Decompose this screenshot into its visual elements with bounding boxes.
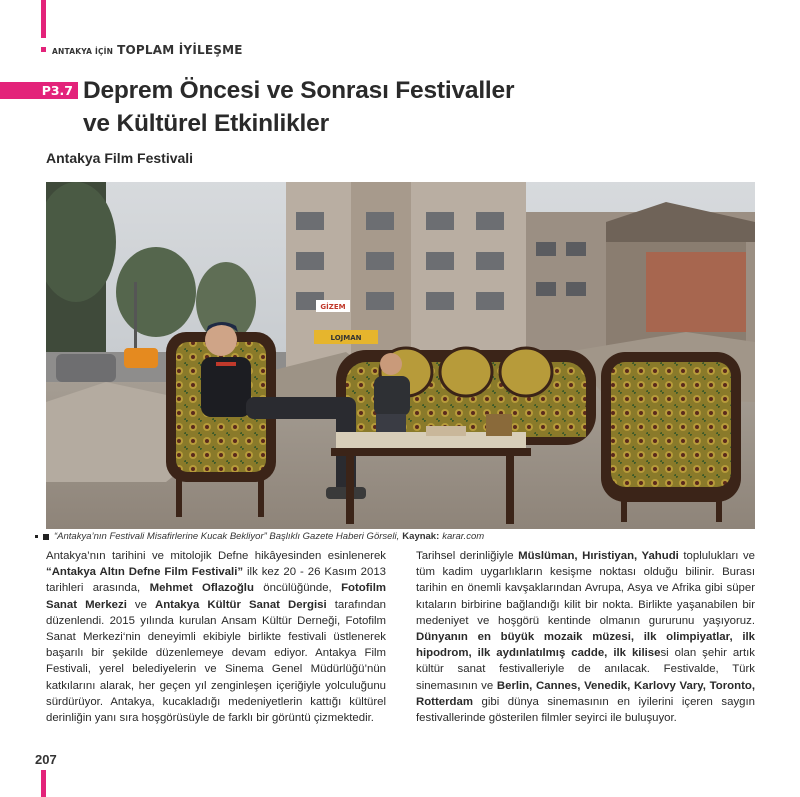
sign-gizem: GİZEM bbox=[320, 303, 346, 311]
page-number: 207 bbox=[35, 752, 57, 767]
festival-photo bbox=[46, 182, 755, 529]
accent-bar-top bbox=[41, 0, 46, 38]
caption-source: karar.com bbox=[442, 531, 485, 542]
paragraph-run: gibi dünya sinemasının en iyilerini içeren saygın festivallerinde gösterilen filmler seyirci ile buluşuyor. bbox=[416, 695, 755, 725]
accent-bar-bottom bbox=[41, 770, 46, 797]
paragraph-run: tarafından düzenlendi. 2015 yılında kurulan Ansam Kültür Derneği, Fotofilm Sanat Merkezi‘nin deneyimli ekibiyle birlikte festivali üstlenerek başarılı bir şekilde düzenlemeye devam ediyor. Antakya Film Festivali, yerel belediyelerin ve Sinema Genel Müdürlüğü’nün katkılarını alarak, her geçen yıl zenginleşen içeriğiyle yolculuğunu sürdürüyor. Antakya, kucakladığı medeniyetlerin kattığı kültürel derinliğin yanı sıra hoşgörüsüyle de farklı bir görüntü çizmektedir. bbox=[46, 598, 386, 725]
paragraph-run: Müslüman, Hıristiyan, Yahudi bbox=[518, 550, 679, 562]
paragraph-run: ve bbox=[126, 598, 155, 611]
paragraph-run: Dünyanın en büyük mozaik müzesi, ilk olimpiyatlar, ilk hipodrom, ilk aydınlatılmış cadde, ilk kilise bbox=[416, 631, 755, 660]
caption-small-square-icon bbox=[35, 535, 38, 538]
page-title bbox=[83, 74, 514, 140]
paragraph-run: si olan şehir artık kültür sanat festivalleriyle de anılacak. Festivalde, Türk sinemasının ve bbox=[416, 647, 755, 692]
paragraph-run: öncülüğünde, bbox=[253, 582, 342, 595]
paragraph-run: Antakya’nın tarihini ve mitolojik Defne hikâyesinden esinlenerek bbox=[46, 550, 386, 562]
paragraph-run: Antakya Kültür Sanat Dergisi bbox=[155, 598, 327, 611]
paragraph-run: Mehmet Oflazoğlu bbox=[149, 582, 254, 595]
header-square-icon bbox=[41, 47, 46, 52]
paragraph-run: Fotofilm Sanat Merkezi bbox=[46, 582, 387, 611]
caption-source-label: Kaynak: bbox=[402, 531, 440, 542]
caption-text: “Antakya’nın Festivali Misafirlerine Kucak Bekliyor” Başlıklı Gazete Haberi Görseli, bbox=[54, 531, 400, 542]
running-header bbox=[41, 43, 243, 59]
body-column-right bbox=[416, 548, 755, 726]
caption-square-icon bbox=[43, 534, 49, 540]
running-header-small: ANTAKYA İÇİN bbox=[52, 47, 114, 56]
paragraph-run: Berlin, Cannes, Venedik, Karlovy Vary, Toronto, Rotterdam bbox=[416, 679, 755, 708]
paragraph-run: “Antakya Altın Defne Film Festivali” bbox=[46, 566, 244, 579]
section-subtitle: Antakya Film Festivali bbox=[46, 150, 194, 166]
photo-illustration bbox=[46, 182, 755, 529]
paragraph-run: Tarihsel derinliğiyle bbox=[416, 550, 519, 562]
sign-lojman: LOJMAN bbox=[330, 334, 362, 342]
paragraph-run: ilk kez 20 - 26 Kasım 2013 tarihleri arasında, bbox=[46, 566, 386, 595]
title-line-1: Deprem Öncesi ve Sonrası Festivaller bbox=[83, 77, 515, 104]
title-line-2: ve Kültürel Etkinlikler bbox=[83, 110, 329, 137]
running-header-big: TOPLAM İYİLEŞME bbox=[117, 43, 243, 57]
section-number-badge: P3.7 bbox=[0, 82, 78, 99]
paragraph-run: toplulukları ve tüm kadim uygarlıkların kesişme noktası olduğu bilinir. Burası tarihin en önemli kavşaklarından Avrupa, Asya ve Afrika gibi süper kıtaların birbirine bağlandığı kilit bir nokta. Birlikte yaşanabilen bir medeniyet ve hoşgörü kentinde olmanın gururunu yaşıyoruz. bbox=[416, 550, 755, 627]
photo-caption bbox=[35, 531, 484, 542]
body-column-left bbox=[46, 548, 386, 726]
